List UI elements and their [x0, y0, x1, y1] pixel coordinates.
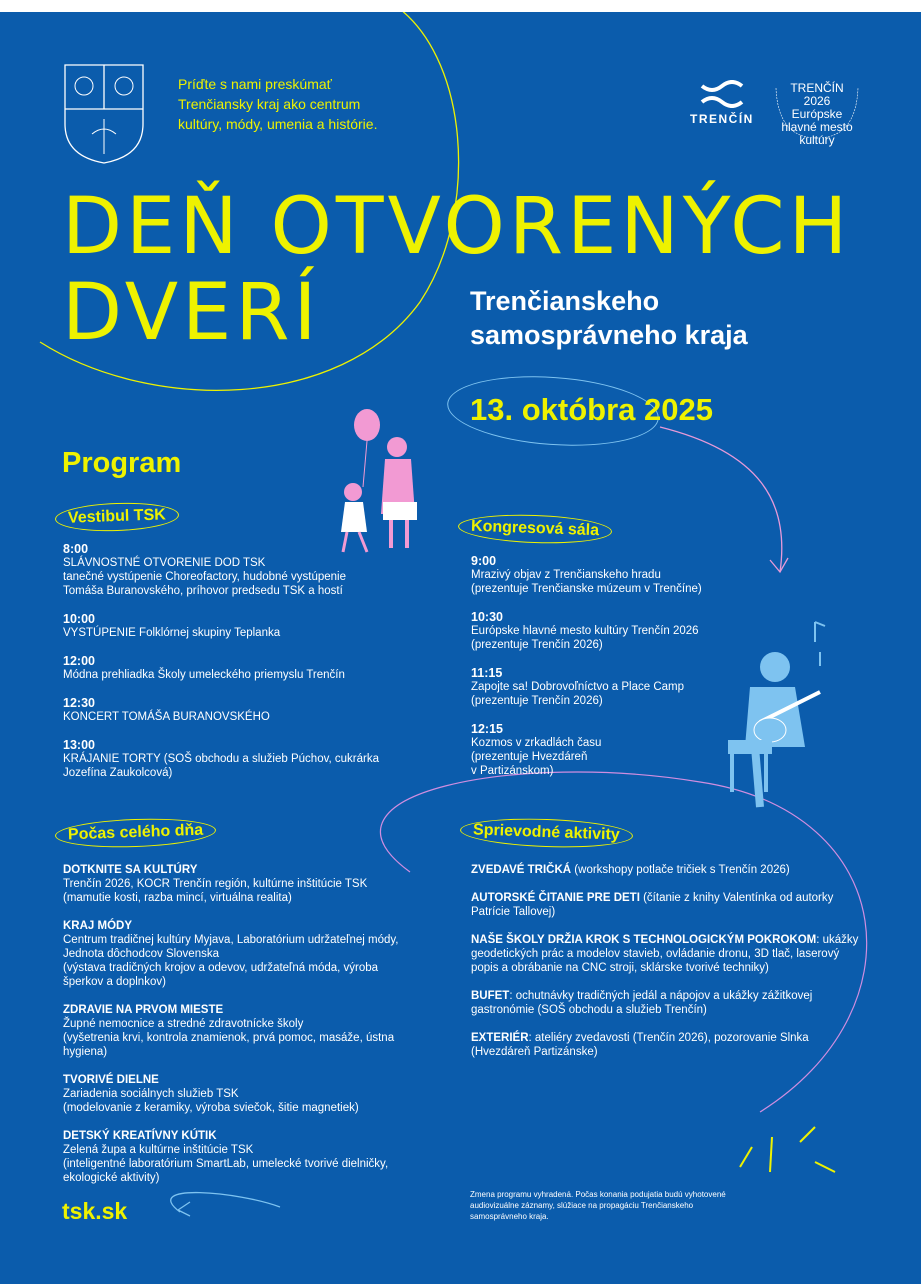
- all-day-activities: [63, 863, 443, 1199]
- section-label-vestibul: Vestibul TSK: [55, 501, 180, 533]
- schedule-item: [63, 542, 443, 598]
- schedule-time: 8:00: [63, 542, 89, 556]
- activity-text: ekologické aktivity): [63, 1172, 160, 1184]
- title-line-2: DVERÍ: [62, 268, 321, 358]
- activity-text: Zelená župa a kultúrne inštitúcie TSK: [63, 1144, 254, 1156]
- activity-title: DETSKÝ KREATÍVNY KÚTIK: [63, 1130, 217, 1142]
- schedule-text: v Partizánskom): [471, 765, 554, 777]
- schedule-text: SLÁVNOSTNÉ OTVORENIE DOD TSK: [63, 557, 266, 569]
- section-label-kongresova-sala: Kongresová sála: [458, 512, 613, 545]
- activity-item: [63, 1073, 443, 1115]
- section-label-sprievodne-aktivity: Sprievodné aktivity: [460, 816, 634, 850]
- schedule-text: KRÁJANIE TORTY (SOŠ obchodu a služieb Púchov, cukrárka: [63, 753, 379, 765]
- trencin-2026-logo: [772, 74, 862, 147]
- schedule-text: (prezentuje Hvezdáreň: [471, 751, 588, 763]
- children-balloon-illustration: [325, 407, 425, 557]
- activity-item: [471, 989, 861, 1017]
- schedule-item: [471, 666, 751, 708]
- footer-disclaimer: Zmena programu vyhradená. Počas konania podujatia budú vyhotovené audiovizuálne záznamy, slúžiace na propagáciu Trenčianskeho samosprávneho kraja.: [470, 1190, 726, 1221]
- schedule-text: (prezentuje Trenčianske múzeum v Trenčíne): [471, 583, 702, 595]
- title-line-1: DEŇ OTVORENÝCH: [62, 182, 852, 272]
- schedule-text: (prezentuje Trenčín 2026): [471, 639, 603, 651]
- activity-title: ZVEDAVÉ TRIČKÁ: [471, 864, 572, 876]
- intro-line: Trenčiansky kraj ako centrum: [178, 96, 361, 112]
- activity-text: (modelovanie z keramiky, výroba sviečok, šitie magnetiek): [63, 1102, 359, 1114]
- poster: [0, 12, 921, 1284]
- activity-title: BUFET: [471, 990, 510, 1002]
- activity-item: [63, 1003, 443, 1059]
- activity-text: hygiena): [63, 1046, 108, 1058]
- activity-text: : ateliéry zvedavosti (Trenčín 2026), pozorovanie Slnka (Hvezdáreň Partizánske): [471, 1032, 809, 1058]
- activity-title: AUTORSKÉ ČITANIE PRE DETI: [471, 892, 640, 904]
- intro-line: Príďte s nami preskúmať: [178, 76, 332, 92]
- schedule-item: [471, 554, 751, 596]
- subtitle: [470, 284, 748, 352]
- subtitle-line-2: samosprávneho kraja: [470, 320, 748, 350]
- activity-item: [471, 863, 861, 877]
- schedule-time: 12:00: [63, 654, 95, 668]
- activity-text: (čítanie z knihy Valentínka od autorky Patrície Tallovej): [471, 892, 834, 918]
- schedule-time: 10:30: [471, 610, 503, 624]
- schedule-text: Európske hlavné mesto kultúry Trenčín 2026: [471, 625, 699, 637]
- schedule-item: [471, 610, 751, 652]
- schedule-text: tanečné vystúpenie Choreofactory, hudobné vystúpenie: [63, 571, 347, 583]
- kongres-schedule: [471, 554, 751, 792]
- intro-text: [178, 74, 377, 134]
- subtitle-line-1: Trenčianskeho: [470, 286, 660, 316]
- schedule-text: (prezentuje Trenčín 2026): [471, 695, 603, 707]
- accompanying-activities: [471, 863, 861, 1073]
- intro-line: kultúry, módy, umenia a histórie.: [178, 116, 378, 132]
- schedule-text: Tomáša Buranovského, príhovor predsedu TSK a hostí: [63, 585, 343, 597]
- activity-title: NAŠE ŠKOLY DRŽIA KROK S TECHNOLOGICKÝM POKROKOM: [471, 934, 817, 946]
- activity-item: [471, 891, 861, 919]
- activity-title: ZDRAVIE NA PRVOM MIESTE: [63, 1004, 224, 1016]
- activity-item: [471, 1031, 861, 1059]
- activity-title: KRAJ MÓDY: [63, 920, 133, 932]
- activity-text: (výstava tradičných krojov a odevov, udržateľná móda, výroba: [63, 962, 379, 974]
- activity-text: Jednota dôchodcov Slovenska: [63, 948, 219, 960]
- trencin-logo-text: TRENČÍN: [690, 112, 754, 126]
- tsk-coat-of-arms-logo: [64, 64, 144, 164]
- schedule-text: Zapojte sa! Dobrovoľníctvo a Place Camp: [471, 681, 685, 693]
- schedule-time: 12:30: [63, 696, 95, 710]
- activity-text: (mamutie kosti, razba mincí, virtuálna realita): [63, 892, 292, 904]
- activity-text: (inteligentné laboratórium SmartLab, umelecké tvorivé dielničky,: [63, 1158, 389, 1170]
- schedule-time: 9:00: [471, 554, 497, 568]
- activity-text: (vyšetrenia krvi, kontrola znamienok, prvá pomoc, masáže, ústna: [63, 1032, 395, 1044]
- trencin-2026-logo-text: TRENČÍN 2026 Európske hlavné mesto kultúry: [781, 81, 853, 147]
- schedule-time: 10:00: [63, 612, 95, 626]
- activity-text: Župné nemocnice a stredné zdravotnícke školy: [63, 1018, 304, 1030]
- activity-text: Zariadenia sociálnych služieb TSK: [63, 1088, 239, 1100]
- activity-text: Trenčín 2026, KOCR Trenčín región, kultúrne inštitúcie TSK: [63, 878, 368, 890]
- schedule-time: 13:00: [63, 738, 95, 752]
- activity-text: Centrum tradičnej kultúry Myjava, Laboratórium udržateľnej módy,: [63, 934, 399, 946]
- trencin-city-logo: [690, 80, 754, 126]
- schedule-text: KONCERT TOMÁŠA BURANOVSKÉHO: [63, 711, 270, 723]
- schedule-text: Jozefína Zaukolcová): [63, 767, 173, 779]
- program-heading: Program: [62, 447, 182, 479]
- section-label-pocas-celeho-dna: Počas celého dňa: [55, 816, 217, 850]
- activity-text: : ukážky geodetických prác a modelov stavieb, ovládanie dronu, 3D tlač, laserový popis a obrábanie na CNC stroji, sklárske tvorivé techniky): [471, 934, 859, 974]
- activity-item: [471, 933, 861, 975]
- activity-text: šperkov a doplnkov): [63, 976, 166, 988]
- activity-item: [63, 863, 443, 905]
- activity-title: TVORIVÉ DIELNE: [63, 1074, 159, 1086]
- event-date: 13. októbra 2025: [470, 392, 713, 427]
- activity-title: DOTKNITE SA KULTÚRY: [63, 864, 198, 876]
- vestibul-schedule: [63, 542, 443, 794]
- activity-item: [63, 1129, 443, 1185]
- activity-text: (workshopy potlače tričiek s Trenčín 2026): [571, 864, 790, 876]
- schedule-time: 12:15: [471, 722, 503, 736]
- schedule-item: [63, 654, 443, 682]
- activity-item: [63, 919, 443, 989]
- schedule-item: [63, 612, 443, 640]
- schedule-text: Kozmos v zrkadlách času: [471, 737, 602, 749]
- schedule-item: [63, 738, 443, 780]
- schedule-text: Mrazivý objav z Trenčianskeho hradu: [471, 569, 661, 581]
- schedule-text: Módna prehliadka Školy umeleckého priemyslu Trenčín: [63, 669, 345, 681]
- schedule-item: [471, 722, 751, 778]
- activity-title: EXTERIÉR: [471, 1032, 529, 1044]
- schedule-item: [63, 696, 443, 724]
- schedule-time: 11:15: [471, 666, 503, 680]
- schedule-text: VYSTÚPENIE Folklórnej skupiny Teplanka: [63, 627, 281, 639]
- website-link[interactable]: tsk.sk: [62, 1198, 128, 1224]
- activity-text: : ochutnávky tradičných jedál a nápojov a ukážky zážitkovej gastronómie (SOŠ obchodu a služieb Trenčín): [471, 990, 813, 1016]
